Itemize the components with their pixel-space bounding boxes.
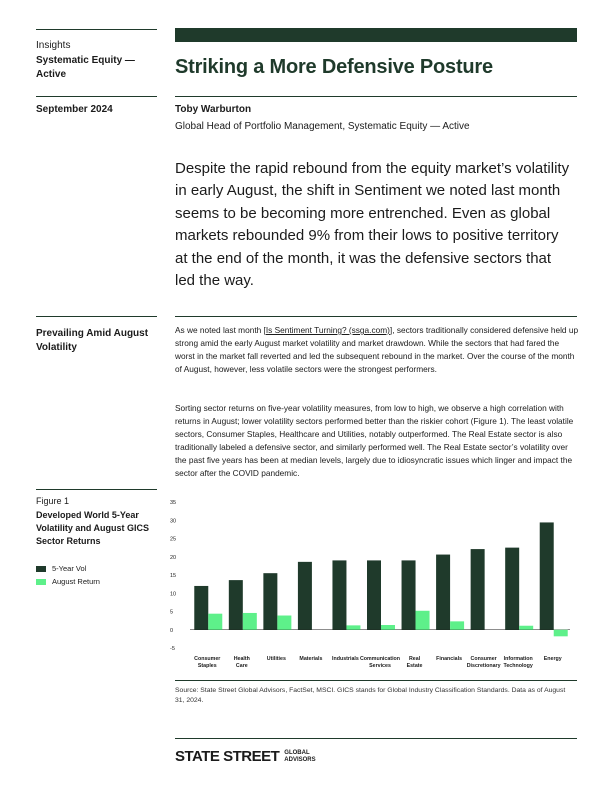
category-label: Industrials	[332, 656, 359, 662]
category-label: Consumer	[194, 656, 221, 662]
bar-vol	[436, 555, 450, 630]
category-label: Real	[408, 656, 421, 662]
sentiment-article-link[interactable]: Is Sentiment Turning? (ssga.com)	[265, 325, 390, 335]
section-rule-left	[36, 316, 157, 317]
logo-sub-line1: GLOBAL	[284, 749, 310, 756]
date-rule-left	[36, 96, 157, 97]
y-tick-label: 20	[170, 554, 177, 561]
y-tick-label: 5	[170, 609, 174, 616]
legend-label-return: August Return	[52, 577, 100, 586]
y-tick-label: 0	[170, 627, 174, 634]
category-label: Utilities	[266, 656, 286, 662]
page-title: Striking a More Defensive Posture	[175, 56, 493, 78]
category-label: Care	[235, 663, 248, 669]
bar-return	[346, 625, 360, 629]
p1-pre: As we noted last month [	[175, 325, 266, 335]
category-label: Health	[233, 656, 250, 662]
category-label: Information	[503, 656, 533, 662]
category-label: Technology	[503, 663, 533, 669]
category-label: Staples	[197, 663, 217, 669]
logo-sub-text	[284, 750, 315, 764]
body-paragraph-2: Sorting sector returns on five-year volatility measures, from low to high, we observe a high correlation with returns in August; lower volatility sectors performed better than the riskier cohort (Figure 1). The least volatile sectors, Consumer Staples, Healthcare and Utilities, notably outperformed. The Real Estate sector is also traditionally labeled a defensive sector, and similarly performed well. The Real Estate sector’s volatility over the past five years has been at median levels, largely due to idiosyncratic issues which linger and impact the sector after the COVID pandemic.	[175, 403, 574, 478]
category-label: Financials	[436, 656, 463, 662]
y-tick-label: -5	[170, 646, 175, 652]
sector-chart	[170, 496, 580, 676]
state-street-logo	[175, 748, 316, 765]
product-label: Systematic Equity — Active	[36, 55, 135, 80]
publication-date: September 2024	[36, 104, 113, 115]
author-name: Toby Warburton	[175, 104, 252, 115]
legend-item-return	[36, 577, 100, 586]
legend-swatch-return	[36, 579, 46, 585]
figure-title: Developed World 5-Year Volatility and August GICS Sector Returns	[36, 510, 150, 546]
logo-main-text: STATE STREET	[175, 748, 280, 765]
logo-sub-line2: ADVISORS	[284, 756, 316, 763]
category-label: Communication	[359, 656, 401, 662]
legend-label-vol: 5-Year Vol	[52, 564, 87, 573]
bar-vol	[298, 562, 312, 630]
date-rule-right	[175, 96, 577, 97]
section-heading: Prevailing Amid August Volatility	[36, 328, 149, 353]
category-label: Energy	[543, 656, 562, 662]
bar-return	[554, 630, 568, 637]
y-tick-label: 35	[170, 500, 177, 506]
y-tick-label: 30	[170, 518, 177, 525]
bar-return	[208, 614, 222, 630]
bar-vol	[263, 573, 277, 630]
bar-vol	[471, 549, 485, 630]
figure-rule-left	[36, 489, 157, 490]
y-tick-label: 10	[170, 591, 177, 598]
section-rule-right	[175, 316, 577, 317]
bar-return	[277, 616, 291, 630]
bar-return	[519, 626, 533, 630]
bar-vol	[505, 548, 519, 630]
bar-return	[243, 613, 257, 630]
bar-return	[381, 625, 395, 630]
bar-vol	[194, 586, 208, 630]
author-title: Global Head of Portfolio Management, Systematic Equity — Active	[175, 121, 470, 132]
bar-return	[416, 611, 430, 630]
category-label: Services	[369, 663, 391, 669]
header-bar	[175, 28, 577, 42]
body-paragraph-1	[175, 324, 579, 376]
source-rule	[175, 680, 577, 681]
y-tick-label: 25	[170, 536, 177, 543]
bar-vol	[540, 522, 554, 629]
category-label: Discretionary	[466, 663, 501, 669]
legend-swatch-vol	[36, 566, 46, 572]
bar-vol	[229, 580, 243, 630]
figure-source: Source: State Street Global Advisors, FactSet, MSCI. GICS stands for Global Industry Classification Standards. Data as of August 31, 2024.	[175, 687, 566, 704]
legend-item-vol	[36, 564, 86, 573]
category-label: Consumer	[470, 656, 497, 662]
bar-vol	[367, 560, 381, 629]
footer-rule	[175, 738, 577, 739]
y-tick-label: 15	[170, 573, 177, 579]
figure-label: Figure 1	[36, 496, 70, 506]
category-label: Estate	[406, 663, 423, 669]
bar-vol	[332, 560, 346, 629]
header-rule-left	[36, 29, 157, 30]
category-label: Materials	[299, 656, 323, 662]
bar-return	[450, 621, 464, 629]
lead-paragraph: Despite the rapid rebound from the equity market’s volatility in early August, the shift in Sentiment we noted last month seems to be becoming more entrenched. Even as global markets rebounded 9% from their lows to positive territory at the end of the month, it was the defensive sectors that led the way.	[175, 160, 570, 290]
bar-vol	[402, 560, 416, 629]
insights-label: Insights	[36, 40, 71, 51]
p1-post: ], sectors traditionally considered defensive held up strong amid the early August market volatility and market drawdown. While the sectors that had fared the worst in the market fall reverted and led the subsequent rebound in the market. Over the course of the month of August, however, less volatile sectors were the strongest performers.	[175, 325, 579, 374]
